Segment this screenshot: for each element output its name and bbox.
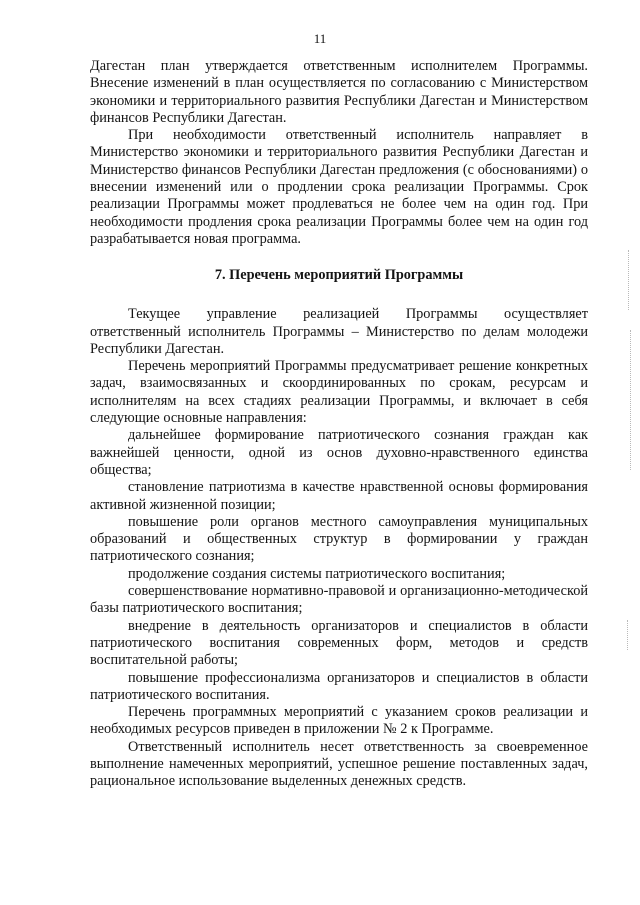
paragraph-measures-list-intro: Перечень мероприятий Программы предусматривает решение конкретных задач, взаимосвязанных и скоординированных по срокам, ресурсам и исполнителям на всех стадиях реализации Программы, и включает в себя следующие основные направления: [90, 358, 588, 427]
list-item-direction: продолжение создания системы патриотического воспитания; [128, 565, 506, 582]
list-item-direction: повышение профессионализма организаторов и специалистов в области патриотического воспитания. [90, 669, 588, 703]
scan-artifact [628, 250, 629, 310]
list-item-direction: дальнейшее формирование патриотического сознания граждан как важнейшей ценности, одной из основ духовно-нравственного единства общества; [90, 427, 588, 478]
paragraph-responsibility: Ответственный исполнитель несет ответственность за своевременное выполнение намеченных мероприятий, успешное решение поставленных задач, рациональное использование выделенных денежных средств. [90, 738, 588, 790]
page-number: 11 [313, 31, 327, 46]
list-item-direction: повышение роли органов местного самоуправления муниципальных образований и общественных структур в формировании у граждан патриотического сознания; [90, 513, 588, 565]
paragraph-appendix-reference: Перечень программных мероприятий с указанием сроков реализации и необходимых ресурсов приведен в приложении № 2 к Программе. [90, 704, 588, 738]
paragraph-plan-approval: Дагестан план утверждается ответственным исполнителем Программы. Внесение изменений в план осуществляется по согласованию с Министерством экономики и территориального развития Республики Дагестан и Министерством финансов Республики Дагестан. [90, 58, 588, 126]
paragraph-extension-proposal: При необходимости ответственный исполнитель направляет в Министерство экономики и территориального развития Республики Дагестан и Министерство финансов Республики Дагестан предложения (с обоснованиями) о внесении изменений или о продлении срока реализации Программы. Срок реализации Программы может продлеваться не более чем на один год. При необходимости продления срока реализации Программы более чем на один год разрабатывается новая программа. [90, 127, 588, 247]
paragraph-current-management: Текущее управление реализацией Программы осуществляет ответственный исполнитель Программы – Министерство по делам молодежи Республики Дагестан. [90, 306, 588, 357]
list-item-direction: становление патриотизма в качестве нравственной основы формирования активной жизненной позиции; [90, 479, 588, 513]
scan-artifact [630, 330, 631, 470]
document-body [90, 58, 588, 791]
list-item-direction: внедрение в деятельность организаторов и специалистов в области патриотического воспитания современных форм, методов и средств воспитательной работы; [90, 617, 588, 669]
scan-artifact [627, 620, 628, 650]
list-item-direction: совершенствование нормативно-правовой и организационно-методической базы патриотического воспитания; [90, 583, 588, 617]
section-title: 7. Перечень мероприятий Программы [214, 267, 464, 284]
